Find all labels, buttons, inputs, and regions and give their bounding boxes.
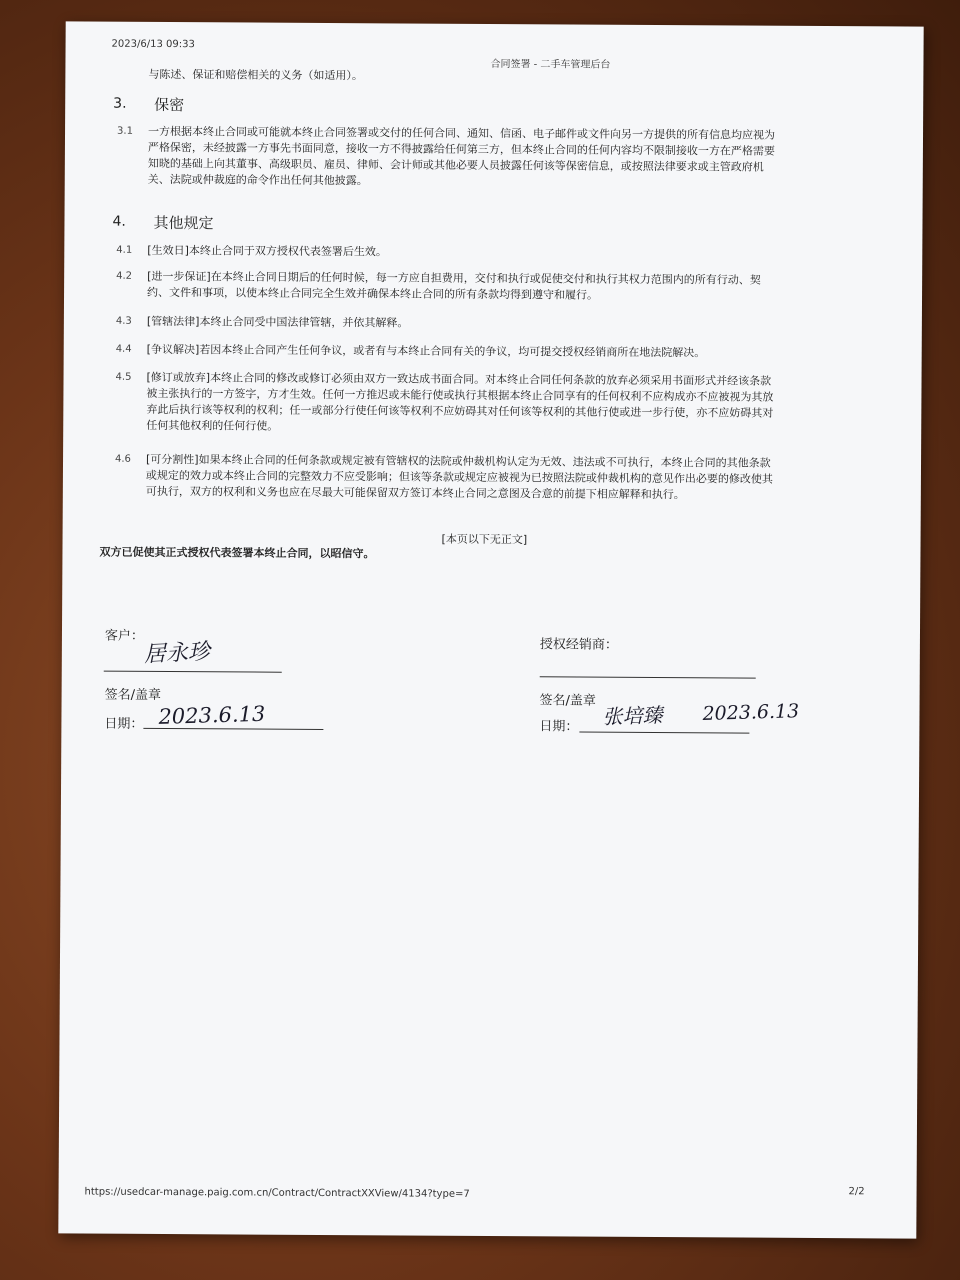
dealer-handwritten-date: 2023.6.13 bbox=[702, 700, 800, 725]
customer-date-label: 日期： bbox=[104, 716, 144, 732]
customer-handwritten-date: 2023.6.13 bbox=[158, 701, 266, 729]
clause-line: [生效日]本终止合同于双方授权代表签署后生效。 bbox=[147, 243, 387, 259]
customer-date-line bbox=[143, 728, 323, 730]
clause-number: 3.1 bbox=[117, 125, 133, 137]
clause-4-2 bbox=[147, 269, 867, 305]
intro-line: 与陈述、保证和赔偿相关的义务（如适用）。 bbox=[148, 67, 363, 83]
clause-line: 任何其他权利的任何行使。 bbox=[146, 418, 279, 433]
clause-line: 一方根据本终止合同或可能就本终止合同签署或交付的任何合同、通知、信函、电子邮件或文件向另一方提供的所有信息均应视为 bbox=[147, 124, 776, 142]
clause-number: 4.6 bbox=[115, 453, 131, 465]
page-header-title: 合同签署 - 二手车管理后台 bbox=[490, 58, 611, 71]
clause-line: 弃此后执行该等权利的权利；任一或部分行使任何该等权利不应妨碍其对任何该等权利的其他行使或进一步行使，亦不应妨碍其对 bbox=[146, 402, 774, 420]
clause-line: 知晓的基础上向其董事、高级职员、雇员、律师、会计师或其他必要人员披露任何该等保密信息，或按照法律要求或主管政府机 bbox=[147, 156, 764, 174]
section-number: 4. bbox=[112, 213, 126, 230]
clause-line: 可执行，双方的权利和义务也应在尽最大可能保留双方签订本终止合同之意图及合意的前提下相应解释和执行。 bbox=[145, 484, 685, 502]
footer-url: https://usedcar-manage.paig.com.cn/Contract/ContractXXView/4134?type=7 bbox=[84, 1186, 470, 1200]
dealer-handwritten-name: 张培臻 bbox=[602, 703, 663, 729]
clause-4-1 bbox=[147, 243, 867, 263]
dealer-signature-line bbox=[540, 676, 756, 678]
contract-page bbox=[58, 21, 923, 1238]
customer-sign-stamp-label: 签名/盖章 bbox=[104, 687, 162, 703]
witness-line: 双方已促使其正式授权代表签署本终止合同，以昭信守。 bbox=[99, 545, 375, 561]
customer-label: 客户： bbox=[104, 628, 145, 644]
clause-number: 4.2 bbox=[116, 270, 133, 282]
dealer-sign-stamp-label: 签名/盖章 bbox=[539, 693, 597, 709]
clause-line: 或规定的效力或本终止合同的完整效力不应受影响；但该等条款或规定应被视为已按照法院或仲裁机构的意见作出必要的修改使其 bbox=[145, 468, 773, 486]
clause-line: [可分割性]如果本终止合同的任何条款或规定被有管辖权的法院或仲裁机构认定为无效、违法或不可执行，本终止合同的其他条款 bbox=[145, 452, 771, 470]
section-number: 3. bbox=[113, 95, 127, 112]
clause-number: 4.1 bbox=[116, 244, 133, 256]
clause-line: [管辖法律]本终止合同受中国法律管辖，并依其解释。 bbox=[146, 314, 409, 330]
clause-line: 约、文件和事项，以使本终止合同完全生效并确保本终止合同的所有条款均得到遵守和履行。 bbox=[147, 285, 599, 302]
clause-4-5 bbox=[146, 370, 866, 438]
clause-4-3 bbox=[147, 314, 867, 334]
section-title-other-provisions: 其他规定 bbox=[153, 213, 214, 233]
clause-3-1 bbox=[148, 124, 868, 192]
clause-4-4 bbox=[147, 342, 867, 362]
section-title-confidentiality: 保密 bbox=[154, 95, 185, 115]
clause-line: [修订或放弃]本终止合同的修改或修订必须由双方一致达成书面合同。对本终止合同任何条款的放弃必须采用书面形式并经该条款 bbox=[146, 370, 772, 388]
clause-line: 被主张执行的一方签字，方才生效。任何一方推迟或未能行使或执行其根据本终止合同享有的任何权利不应构成亦不应被视为其放 bbox=[146, 386, 774, 404]
customer-signature-line bbox=[104, 671, 282, 673]
dealer-label: 授权经销商： bbox=[539, 637, 618, 653]
print-timestamp: 2023/6/13 09:33 bbox=[111, 38, 195, 51]
clause-line: [进一步保证]在本终止合同日期后的任何时候，每一方应自担费用，交付和执行或促使交付和执行其权力范围内的所有行动、契 bbox=[147, 269, 761, 287]
dealer-date-label: 日期： bbox=[539, 719, 579, 735]
no-more-text-note: [本页以下无正文] bbox=[441, 532, 528, 547]
customer-handwritten-signature: 居永珍 bbox=[143, 639, 211, 668]
clause-line: [争议解决]若因本终止合同产生任何争议，或者有与本终止合同有关的争议，均可提交授权经销商所在地法院解决。 bbox=[146, 342, 706, 360]
clause-number: 4.3 bbox=[115, 315, 132, 327]
dealer-date-line bbox=[579, 732, 749, 734]
clause-number: 4.5 bbox=[115, 371, 132, 383]
clause-4-6 bbox=[146, 452, 866, 504]
clause-number: 4.4 bbox=[115, 343, 132, 355]
clause-line: 严格保密，未经披露一方事先书面同意，接收一方不得披露给任何第三方，但本终止合同的任何内容均不限制接收一方在严格需要 bbox=[147, 140, 775, 158]
page-number: 2/2 bbox=[848, 1186, 865, 1198]
clause-line: 关、法院或仲裁庭的命令作出任何其他披露。 bbox=[147, 172, 368, 188]
